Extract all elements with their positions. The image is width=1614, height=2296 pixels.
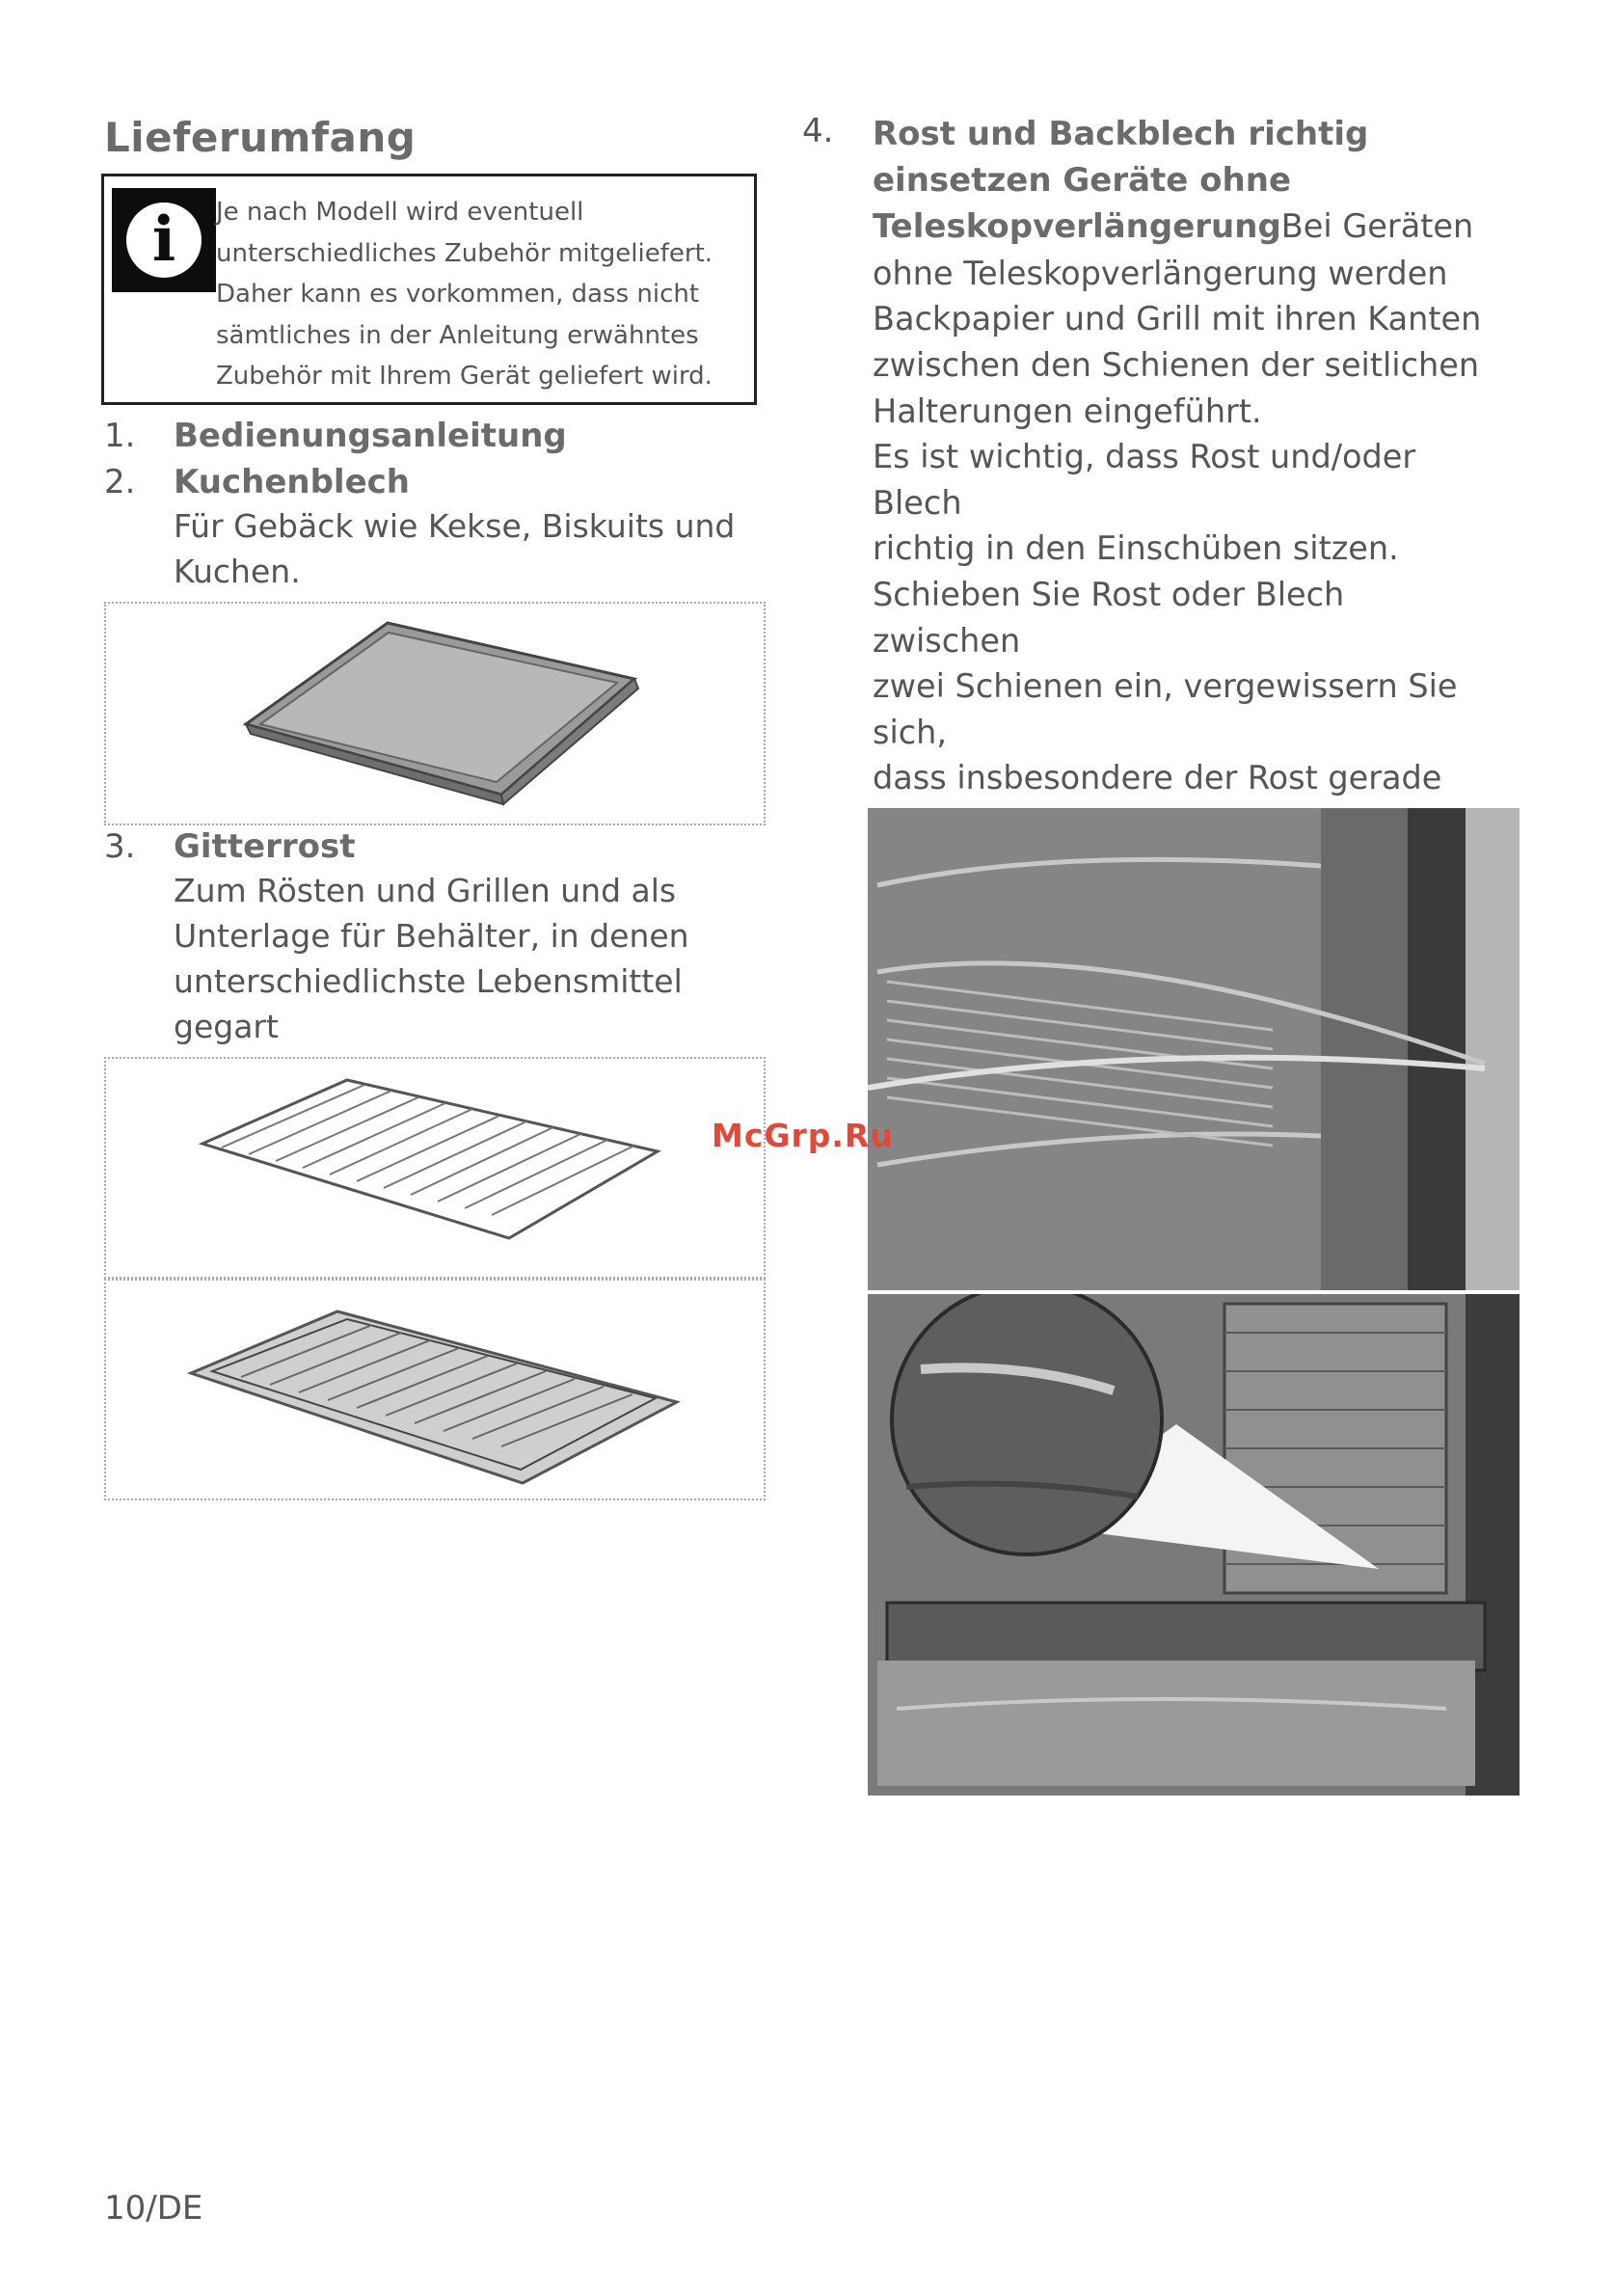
list-item-2	[104, 463, 760, 594]
notice-line: sämtliches in der Anleitung erwähntes	[216, 320, 699, 350]
step-body-line: richtig in den Einschüben sitzen.	[873, 529, 1399, 568]
step-body-line: zwischen den Schienen der seitlichen	[873, 345, 1480, 384]
oven-tray-detail-illustration	[868, 1294, 1520, 1796]
body-line: Für Gebäck wie Kekse, Biskuits und	[174, 507, 736, 545]
info-notice-box	[101, 174, 757, 405]
notice-text	[216, 192, 751, 397]
step-body-line: Es ist wichtig, dass Rost und/oder Blech	[873, 438, 1416, 522]
wire-rack-figure	[104, 1057, 766, 1279]
step-body-line: Schieben Sie Rost oder Blech zwischen	[873, 575, 1345, 660]
info-icon-glyph: i	[126, 203, 202, 278]
step-body-line: zwei Schienen ein, vergewissern Sie sich,	[873, 667, 1458, 751]
oven-rack-photo	[868, 808, 1520, 1290]
step-title-emphasis: Teleskopverlängerung	[873, 207, 1281, 247]
notice-line: Daher kann es vorkommen, dass nicht	[216, 280, 700, 309]
body-line: Kuchen.	[174, 553, 301, 590]
page-number: 10/DE	[104, 2189, 203, 2228]
step-body-line: Halterungen eingeführt.	[873, 392, 1262, 430]
list-item-title: Gitterrost	[174, 827, 356, 866]
list-item-title: Bedienungsanleitung	[174, 417, 567, 455]
info-icon	[112, 188, 216, 292]
notice-line: Zubehör mit Ihrem Gerät geliefert wird.	[216, 362, 713, 391]
list-item-body	[174, 503, 760, 594]
notice-line: unterschiedliches Zubehör mitgeliefert.	[216, 238, 713, 268]
step-body-line: dass insbesondere der Rost gerade	[873, 759, 1442, 797]
rack-with-tray-figure	[104, 1279, 766, 1500]
watermark: McGrp.Ru	[712, 1117, 894, 1154]
list-item-number: 2.	[104, 463, 136, 501]
step-body-line: ohne Teleskopverlängerung werden	[873, 254, 1448, 292]
rack-with-tray-illustration	[106, 1281, 767, 1502]
oven-tray-detail-photo	[868, 1294, 1520, 1796]
step-title-line: einsetzen Geräte ohne	[873, 160, 1292, 200]
step-title-tail: Bei Geräten	[1280, 207, 1474, 246]
list-item-number: 1.	[104, 417, 136, 455]
step-title-line: Rost und Backblech richtig	[873, 115, 1369, 153]
body-line: Unterlage für Behälter, in denen	[174, 917, 689, 955]
notice-line: Je nach Modell wird eventuell	[216, 198, 584, 227]
step-title-last-line	[873, 203, 1490, 251]
list-item-number: 3.	[104, 827, 136, 866]
baking-tray-figure	[104, 602, 766, 825]
list-item-title: Kuchenblech	[174, 463, 410, 501]
list-item-1	[104, 417, 760, 455]
list-item-3	[104, 827, 760, 1094]
step-number: 4.	[802, 112, 834, 150]
baking-tray-illustration	[106, 604, 767, 827]
step-body-line: Backpapier und Grill mit ihren Kanten	[873, 300, 1482, 338]
section-title: Lieferumfang	[104, 114, 417, 161]
oven-rack-photo-illustration	[868, 808, 1520, 1290]
wire-rack-illustration	[106, 1059, 767, 1281]
body-line: unterschiedlichste Lebensmittel gegart	[174, 962, 683, 1045]
body-line: Zum Rösten und Grillen und als	[174, 872, 677, 909]
